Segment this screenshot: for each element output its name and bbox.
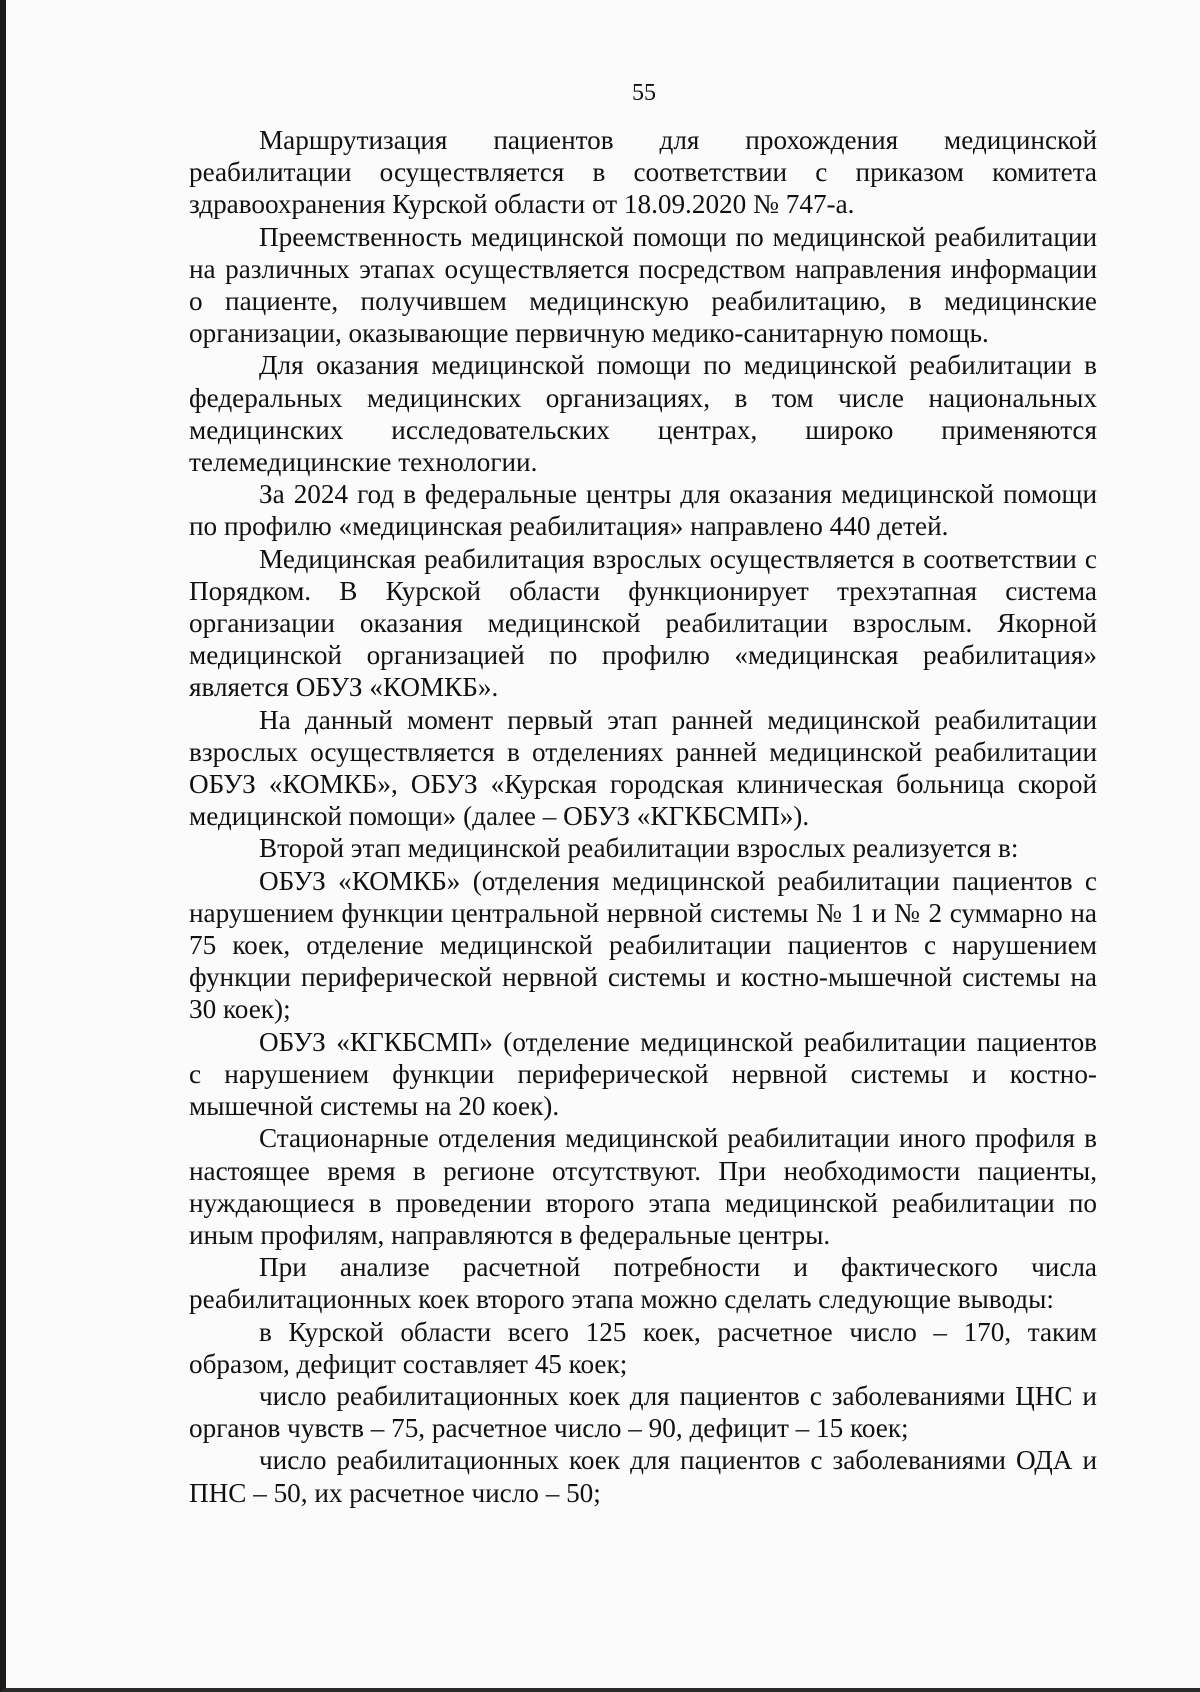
document-body (189, 124, 1097, 1509)
paragraph-telemedicine: Для оказания медицинской помощи по медицинской реабилитации в федеральных медицинских организациях, в том числе национальных медицинских исследовательских центрах, широко применяются телемедицинские технологии. (189, 350, 1097, 478)
paragraph-adult-rehab: Медицинская реабилитация взрослых осуществляется в соответствии с Порядком. В Курской области функционирует трехэтапная система организации оказания медицинской реабилитации взрослым. Якорной медицинской организацией по профилю «медицинская реабилитация» является ОБУЗ «КОМКБ». (189, 543, 1097, 703)
paragraph-analysis: При анализе расчетной потребности и фактического числа реабилитационных коек второго этапа можно сделать следующие выводы: (189, 1252, 1097, 1315)
paragraph-routing: Маршрутизация пациентов для прохождения медицинской реабилитации осуществляется в соответствии с приказом комитета здравоохранения Курской области от 18.09.2020 № 747-а. (189, 125, 1097, 220)
paragraph-total-beds: в Курской области всего 125 коек, расчетное число – 170, таким образом, дефицит составляет 45 коек; (189, 1316, 1097, 1379)
paragraph-oda-beds: число реабилитационных коек для пациентов с заболеваниями ОДА и ПНС – 50, их расчетное число – 50; (189, 1445, 1097, 1508)
paragraph-continuity: Преемственность медицинской помощи по медицинской реабилитации на различных этапах осуществляется посредством направления информации о пациенте, получившем медицинскую реабилитацию, в медицинские организации, оказывающие первичную медико-санитарную помощь. (189, 221, 1097, 349)
paragraph-second-stage-intro: Второй этап медицинской реабилитации взрослых реализуется в: (259, 833, 1019, 864)
paragraph-kgkbsmp: ОБУЗ «КГКБСМП» (отделение медицинской реабилитации пациентов с нарушением функции периферической нервной системы и костно-мышечной системы на 20 коек). (189, 1026, 1097, 1122)
page-number: 55 (632, 80, 656, 106)
paragraph-federal-centers: За 2024 год в федеральные центры для оказания медицинской помощи по профилю «медицинская реабилитация» направлено 440 детей. (189, 479, 1097, 542)
paragraph-first-stage: На данный момент первый этап ранней медицинской реабилитации взрослых осуществляется в отделениях ранней медицинской реабилитации ОБУЗ «КОМКБ», ОБУЗ «Курская городская клиническая больница скорой медицинской помощи» (далее – ОБУЗ «КГКБСМП»). (189, 704, 1097, 832)
paragraph-komkb: ОБУЗ «КОМКБ» (отделения медицинской реабилитации пациентов с нарушением функции центральной нервной системы № 1 и № 2 суммарно на 75 коек, отделение медицинской реабилитации пациентов с нарушением функции периферической нервной системы и костно-мышечной системы на 30 коек); (189, 865, 1097, 1025)
paragraph-inpatient-departments: Стационарные отделения медицинской реабилитации иного профиля в настоящее время в регионе отсутствуют. При необходимости пациенты, нуждающиеся в проведении второго этапа медицинской реабилитации по иным профилям, направляются в федеральные центры. (189, 1123, 1097, 1250)
paragraph-cns-beds: число реабилитационных коек для пациентов с заболеваниями ЦНС и органов чувств – 75, расчетное число – 90, дефицит – 15 коек; (189, 1380, 1097, 1444)
